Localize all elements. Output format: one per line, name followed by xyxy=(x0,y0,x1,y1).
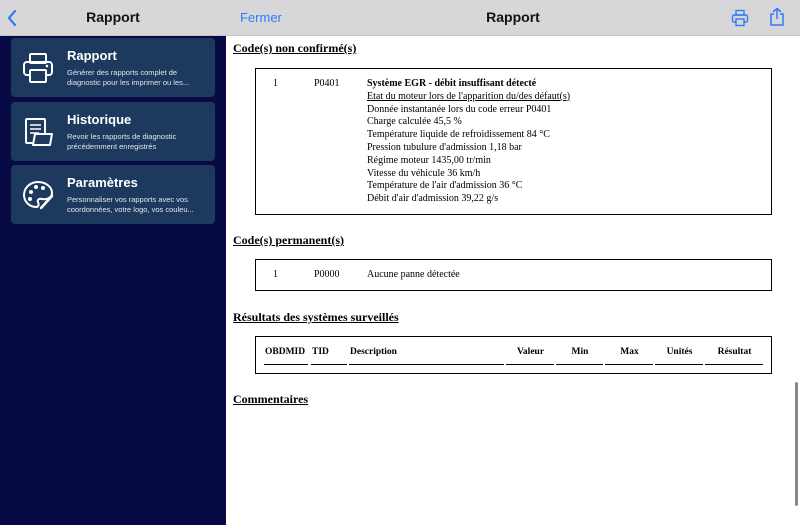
column-header-obdmid: OBDMID xyxy=(264,347,308,365)
code-value: P0000 xyxy=(314,269,340,280)
print-button[interactable] xyxy=(731,9,749,27)
code-text: Aucune panne détectée xyxy=(367,269,460,280)
section-title-permanent: Code(s) permanent(s) xyxy=(233,233,344,247)
code-details xyxy=(367,78,570,206)
detail-line: Régime moteur 1435,00 tr/min xyxy=(367,154,491,166)
column-header-valeur: Valeur xyxy=(506,347,554,365)
code-number: 1 xyxy=(273,269,278,280)
share-button[interactable] xyxy=(769,7,785,27)
menu-item-description: Générer des rapports complet de diagnostic pour les imprimer ou les... xyxy=(67,68,190,87)
sidebar-title: Rapport xyxy=(86,9,140,25)
section-title-comments: Commentaires xyxy=(233,392,309,406)
menu-item-description: Revoir les rapports de diagnostic précédemment enregistrés xyxy=(67,132,177,151)
detail-line: Température de l'air d'admission 36 °C xyxy=(367,180,523,192)
menu-item-description: Personnaliser vos rapports avec vos coordonnées, votre logo, vos couleu... xyxy=(67,195,194,214)
section-title-monitored: Résultats des systèmes surveillés xyxy=(233,310,399,324)
column-header-unites: Unités xyxy=(655,347,703,365)
detail-line: Donnée instantanée lors du code erreur P0401 xyxy=(367,103,552,115)
detail-line: Débit d'air d'admission 39,22 g/s xyxy=(367,193,499,205)
menu-item-title: Rapport xyxy=(67,48,117,63)
printer-icon xyxy=(21,51,55,85)
column-header-resultat: Résultat xyxy=(705,347,763,365)
share-icon xyxy=(769,7,785,27)
unconfirmed-codes-box xyxy=(255,68,772,215)
menu-item-rapport[interactable] xyxy=(11,38,215,97)
menu-item-historique[interactable] xyxy=(11,102,215,161)
sidebar xyxy=(0,0,226,525)
section-title-unconfirmed: Code(s) non confirmé(s) xyxy=(233,41,357,55)
permanent-codes-box xyxy=(255,259,772,291)
column-header-min: Min xyxy=(556,347,603,365)
detail-line: Vitesse du véhicule 36 km/h xyxy=(367,167,481,179)
report-pane xyxy=(226,0,800,525)
column-header-tid: TID xyxy=(311,347,347,365)
documents-icon xyxy=(21,115,55,149)
column-header-max: Max xyxy=(605,347,653,365)
monitored-results-table xyxy=(255,336,772,374)
close-button[interactable]: Fermer xyxy=(240,10,282,25)
detail-line: Pression tubulure d'admission 1,18 bar xyxy=(367,141,522,153)
menu-item-title: Historique xyxy=(67,112,132,127)
menu-item-title: Paramètres xyxy=(67,175,138,190)
code-heading: Système EGR - débit insuffisant détecté xyxy=(367,78,537,89)
detail-line: Charge calculée 45,5 % xyxy=(367,116,462,128)
code-value: P0401 xyxy=(314,78,340,89)
code-subheading: Etat du moteur lors de l'apparition du/des défaut(s) xyxy=(367,90,571,102)
printer-icon xyxy=(731,9,749,27)
menu-item-parametres[interactable] xyxy=(11,165,215,224)
palette-icon xyxy=(21,178,55,212)
sidebar-header xyxy=(0,0,226,36)
scrollbar[interactable] xyxy=(795,382,798,506)
page-title: Rapport xyxy=(486,9,540,25)
detail-line: Température liquide de refroidissement 84 °C xyxy=(367,129,550,141)
topbar xyxy=(226,0,800,36)
column-header-description: Description xyxy=(349,347,504,365)
code-number: 1 xyxy=(273,78,278,89)
